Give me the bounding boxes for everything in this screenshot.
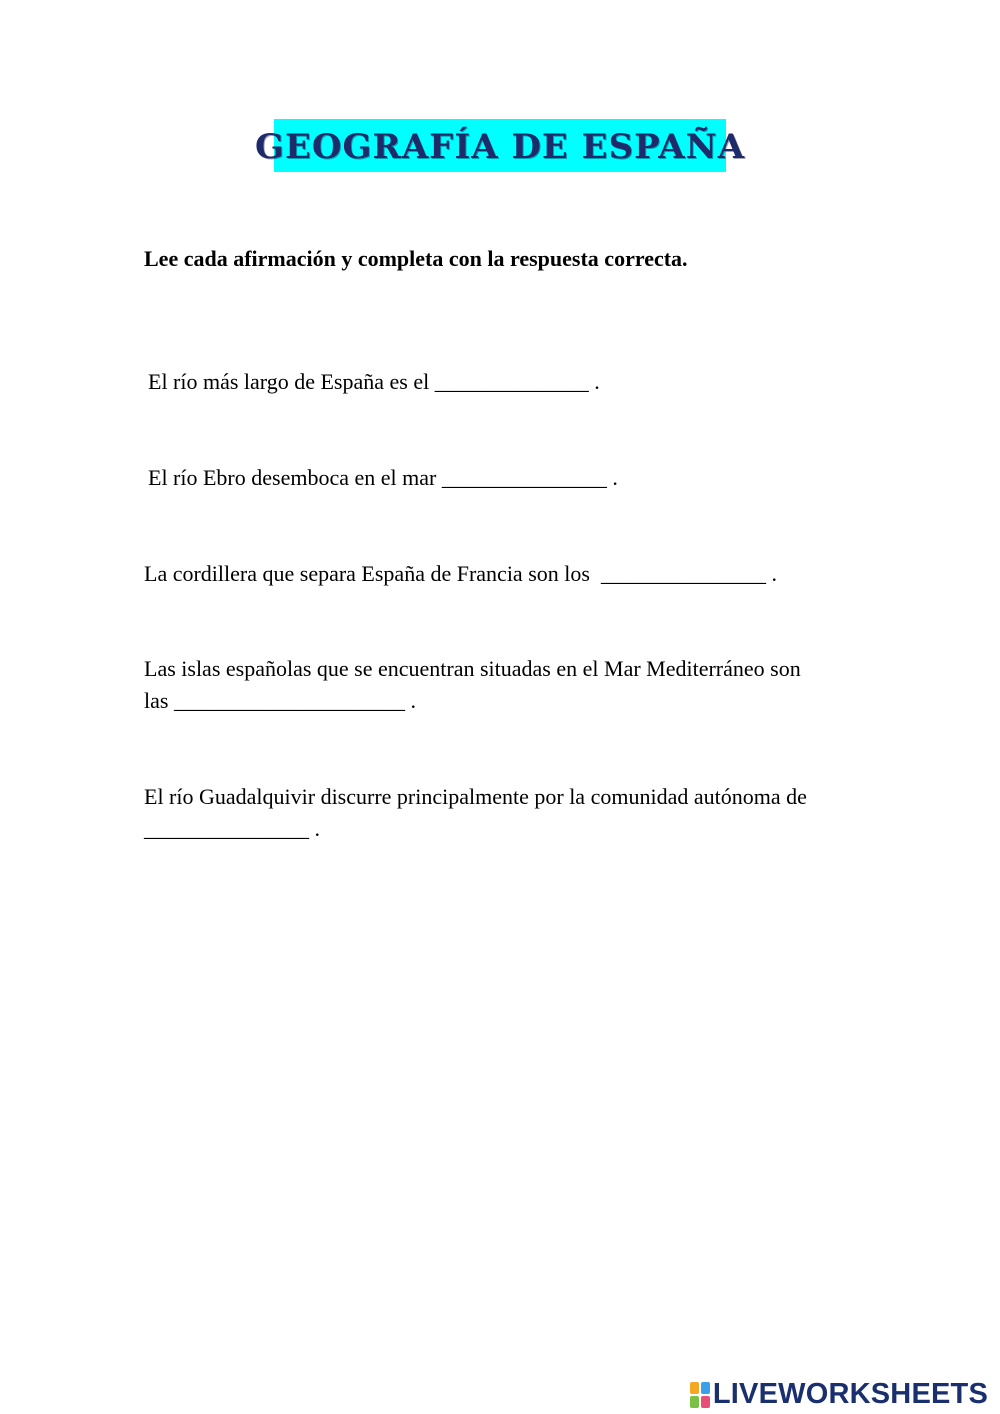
question-end: . [309,816,320,841]
logo-tile [701,1382,710,1394]
liveworksheets-brand [690,1380,988,1409]
question-text: El río más largo de España es el [148,369,435,394]
answer-blank-1[interactable]: ______________ [434,369,589,394]
answer-blank-5[interactable]: _______________ [144,816,309,841]
question-text: El río Ebro desemboca en el mar [148,465,442,490]
logo-tile [690,1396,699,1408]
answer-blank-3[interactable]: _______________ [600,561,766,586]
logo-tile [690,1382,699,1394]
question-text-line-2 [144,813,807,845]
question-1 [148,366,600,398]
question-text: las [144,688,174,713]
worksheet-title: GEOGRAFÍA DE ESPAÑA [254,126,746,167]
answer-blank-2[interactable]: _______________ [441,465,607,490]
question-text: La cordillera que separa España de Francia son los [144,561,601,586]
instruction-text: Lee cada afirmación y completa con la respuesta correcta. [144,246,688,271]
question-2 [148,462,618,494]
question-text-line-2 [144,685,801,717]
question-end: . [404,688,416,713]
question-3 [144,558,777,590]
question-text-line-1: Las islas españolas que se encuentran situadas en el Mar Mediterráneo son [144,656,801,681]
question-end: . [588,369,600,394]
question-end: . [606,465,618,490]
title-banner [254,119,746,172]
question-text-line-1: El río Guadalquivir discurre principalmente por la comunidad autónoma de [144,784,807,809]
question-end: . [765,561,777,586]
logo-tile [701,1396,710,1408]
liveworksheets-logo-icon [690,1382,710,1408]
brand-name: LIVEWORKSHEETS [712,1378,988,1410]
question-5 [144,781,807,845]
answer-blank-4[interactable]: _____________________ [173,688,405,713]
question-4 [144,653,801,717]
